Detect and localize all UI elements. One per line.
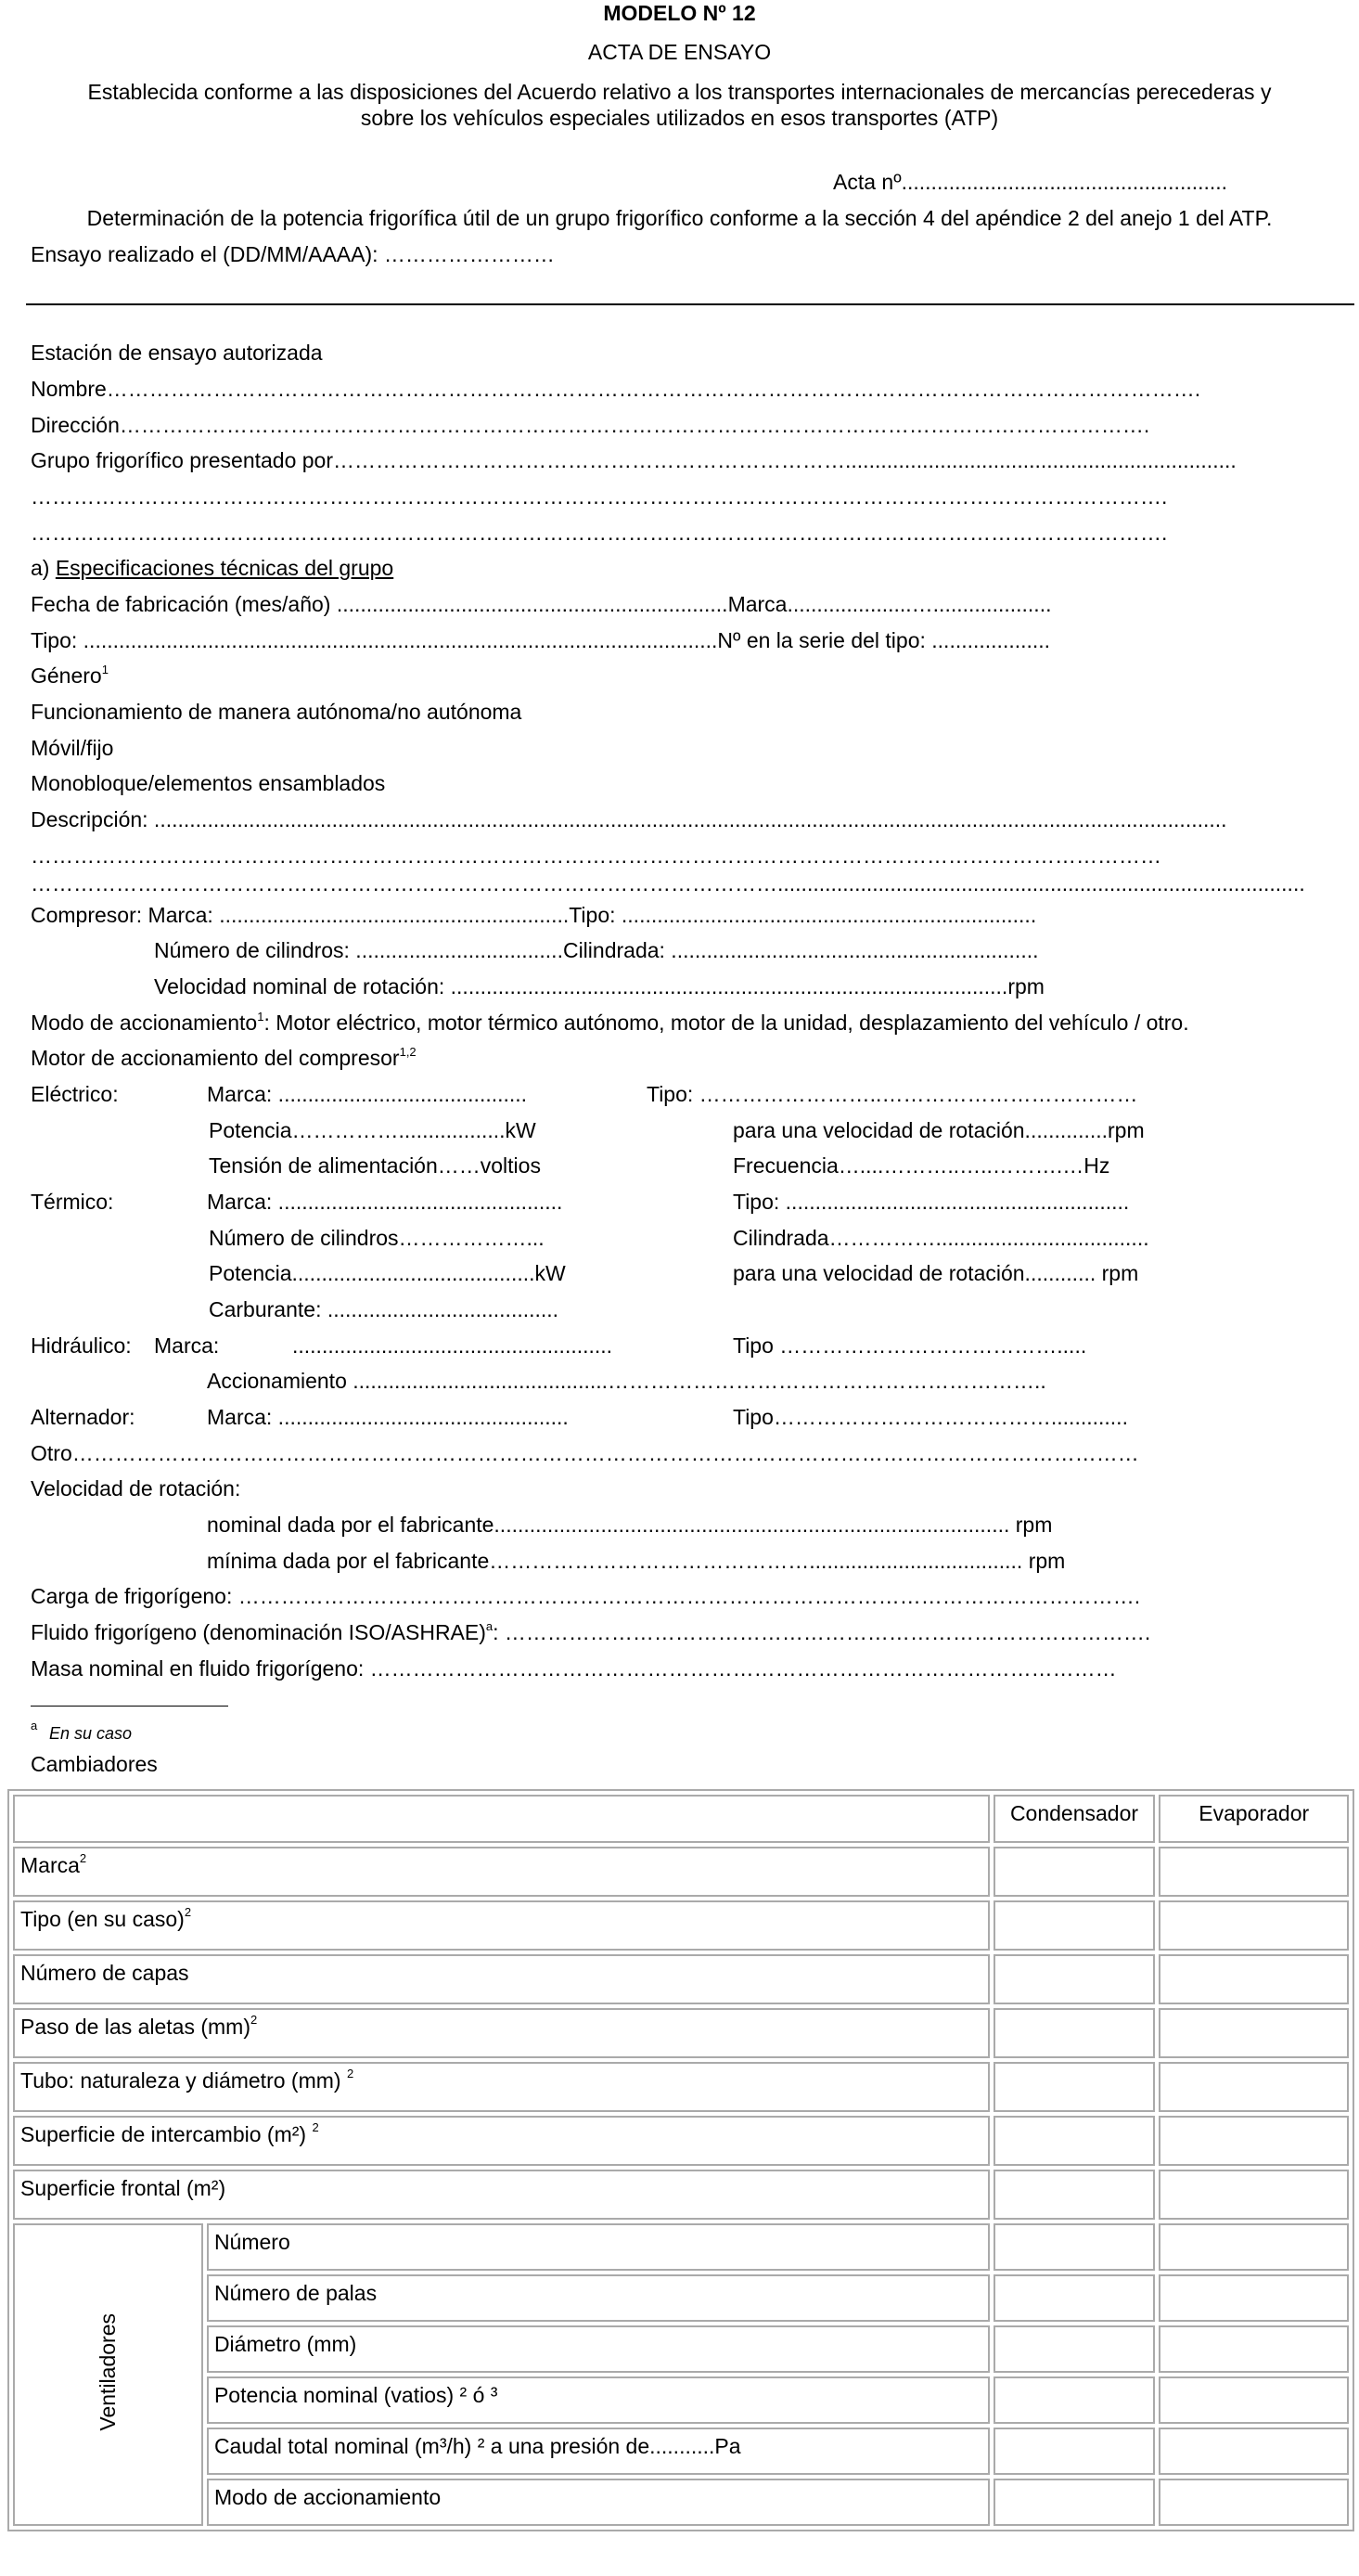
termico-rotacion-field[interactable]: para una velocidad de rotación............ rpm — [733, 1261, 1139, 1285]
evaporador-cell[interactable] — [1159, 2325, 1349, 2373]
evaporador-cell[interactable] — [1159, 2170, 1349, 2220]
header-blank-cell — [13, 1795, 990, 1843]
termico-label: Térmico: — [31, 1190, 114, 1214]
document-subtitle: ACTA DE ENSAYO — [587, 40, 772, 64]
row-label-text: Superficie frontal (m²) — [20, 2176, 226, 2200]
compresor-field[interactable]: Compresor: Marca: ...........................................................Tipo: ...................................................................... — [31, 903, 1037, 927]
row-label — [13, 2116, 990, 2166]
alternador-label: Alternador: — [31, 1405, 135, 1429]
intro-line-1: Establecida conforme a las disposiciones del Acuerdo relativo a los transportes internacionales de mercancías perecederas y — [87, 80, 1272, 104]
cambiadores-heading: Cambiadores — [31, 1752, 158, 1776]
table-row — [13, 2376, 1349, 2424]
termico-marca-field[interactable]: Marca: ................................................ — [207, 1190, 563, 1214]
table-row — [13, 2223, 1349, 2271]
specs-heading-prefix: a) — [31, 556, 56, 580]
vent-row-label: Número — [207, 2223, 990, 2271]
condensador-cell[interactable] — [994, 2376, 1156, 2424]
condensador-cell[interactable] — [994, 2008, 1156, 2058]
footnote-mark: a — [31, 1719, 38, 1732]
footnote-ref: a — [485, 1619, 494, 1633]
evaporador-cell[interactable] — [1159, 1954, 1349, 2004]
masa-nominal-field[interactable]: Masa nominal en fluido frigorígeno: …………………………………………………………………………………………… — [31, 1656, 1117, 1681]
table-row — [13, 2325, 1349, 2373]
footnote-ref: 1 — [101, 663, 109, 676]
table-row — [13, 1954, 1349, 2004]
funcionamiento-label: Funcionamiento de manera autónoma/no autónoma — [31, 700, 522, 724]
condensador-cell[interactable] — [994, 2274, 1156, 2322]
hidraulico-accionamiento-field[interactable]: Accionamiento ...........................................…………………………………………………….. — [207, 1369, 1046, 1393]
velocidad-minima-field[interactable]: mínima dada por el fabricante……………………………………….................................... rpm — [207, 1549, 1066, 1573]
hidraulico-tipo-field[interactable]: Tipo …………………………………..... — [733, 1333, 1087, 1358]
ventiladores-group-cell — [13, 2223, 203, 2526]
condensador-cell[interactable] — [994, 2325, 1156, 2373]
modo-accionamiento — [31, 1012, 1189, 1034]
footnote-text: En su caso — [49, 1724, 133, 1743]
station-direccion-field[interactable]: Dirección………………………………………………………………………………………………………………………………. — [31, 413, 1150, 437]
evaporador-cell[interactable] — [1159, 2062, 1349, 2112]
condensador-cell[interactable] — [994, 2223, 1156, 2271]
footnote — [31, 1721, 132, 1743]
fluido-dots[interactable]: : ………………………………………………………………………………. — [493, 1620, 1151, 1644]
grupo-dots-line-2[interactable]: ……………………………………………………………………………………………………………………………………………. — [31, 521, 1168, 545]
grupo-presentado-field[interactable]: Grupo frigorífico presentado por……………………………………………………………….................................................................. — [31, 448, 1237, 472]
footnote-ref: 2 — [312, 2120, 319, 2134]
termico-cilindrada-field[interactable]: Cilindrada…………….................................... — [733, 1226, 1149, 1250]
row-label — [13, 1900, 990, 1951]
descripcion-dots-1[interactable]: …………………………………………………………………………………………………………………………………………… — [31, 844, 1161, 868]
row-label-text: Superficie de intercambio (m²) — [20, 2122, 313, 2146]
row-label-text: Tipo (en su caso) — [20, 1907, 185, 1931]
motor-compresor-label — [31, 1045, 417, 1070]
row-label — [13, 2008, 990, 2058]
table-row — [13, 2062, 1349, 2112]
footnote-ref: 2 — [346, 2067, 354, 2080]
velocidad-field[interactable]: Velocidad nominal de rotación: ..............................................................................................rpm — [154, 974, 1045, 998]
tipo-serie-field[interactable]: Tipo: ...........................................................................................................Nº en la serie del tipo: .................... — [31, 628, 1051, 652]
table-row — [13, 2479, 1349, 2526]
cambiadores-table — [7, 1789, 1354, 2531]
ventiladores-label: Ventiladores — [95, 2313, 120, 2431]
evaporador-cell[interactable] — [1159, 2008, 1349, 2058]
carga-frigorigeno-field[interactable]: Carga de frigorígeno: ………………………………………………………………………………………………………………. — [31, 1584, 1141, 1608]
electrico-frecuencia-field[interactable]: Frecuencia…....………..…..……….…Hz — [733, 1153, 1110, 1178]
evaporador-cell[interactable] — [1159, 2479, 1349, 2526]
vent-row-label: Diámetro (mm) — [207, 2325, 990, 2373]
electrico-marca-field[interactable]: Marca: .......................................... — [207, 1082, 528, 1106]
footnote-ref: 2 — [79, 1851, 87, 1865]
condensador-cell[interactable] — [994, 1900, 1156, 1951]
alternador-marca-field[interactable]: Marca: ................................................. — [207, 1405, 569, 1429]
row-label — [13, 1954, 990, 2004]
condensador-cell[interactable] — [994, 1954, 1156, 2004]
table-row — [13, 1847, 1349, 1897]
evaporador-cell[interactable] — [1159, 2223, 1349, 2271]
movil-fijo-label: Móvil/fijo — [31, 736, 114, 760]
alternador-tipo-field[interactable]: Tipo…………………………………............. — [733, 1405, 1128, 1429]
cilindros-field[interactable]: Número de cilindros: ...................................Cilindrada: .............................................................. — [154, 938, 1039, 962]
condensador-cell[interactable] — [994, 2062, 1156, 2112]
termico-carburante-field[interactable]: Carburante: ....................................... — [209, 1297, 559, 1321]
divider — [26, 303, 1354, 305]
row-label — [13, 2062, 990, 2112]
hidraulico-marca-field[interactable]: ...................................................... — [292, 1333, 613, 1358]
termico-potencia-field[interactable]: Potencia.........................................kW — [209, 1261, 566, 1285]
evaporador-cell[interactable] — [1159, 2274, 1349, 2322]
table-row — [13, 2428, 1349, 2475]
fecha-marca-field[interactable]: Fecha de fabricación (mes/año) ..................................................................Marca.....................….................... — [31, 592, 1052, 616]
evaporador-cell[interactable] — [1159, 2116, 1349, 2166]
genero-text: Género — [31, 663, 102, 688]
col-evaporador: Evaporador — [1159, 1795, 1349, 1843]
hidraulico-marca-label: Marca: — [154, 1333, 220, 1358]
descripcion-field[interactable]: Descripción: ..................................................................................................................................................................................... — [31, 807, 1227, 831]
table-row — [13, 2170, 1349, 2220]
vent-row-label: Potencia nominal (vatios) ² ó ³ — [207, 2376, 990, 2424]
modo-options: : Motor eléctrico, motor térmico autónomo, motor de la unidad, desplazamiento del vehículo / otro. — [263, 1011, 1189, 1035]
acta-number-field[interactable]: Acta nº....................................................... — [833, 170, 1228, 194]
electrico-label: Eléctrico: — [31, 1082, 119, 1106]
test-date-field[interactable]: Ensayo realizado el (DD/MM/AAAA): …………………… — [31, 242, 555, 266]
table-row — [13, 1900, 1349, 1951]
station-heading: Estación de ensayo autorizada — [31, 341, 323, 365]
vent-row-label: Caudal total nominal (m³/h) ² a una presión de...........Pa — [207, 2428, 990, 2475]
footnote-ref: 1 — [257, 1010, 264, 1024]
intro-line-2: sobre los vehículos especiales utilizados en esos transportes (ATP) — [360, 106, 999, 130]
determination-text: Determinación de la potencia frigorífica útil de un grupo frigorífico conforme a la sección 4 del apéndice 2 del anejo 1 del ATP. — [86, 206, 1273, 230]
motor-compresor-text: Motor de accionamiento del compresor — [31, 1046, 400, 1070]
footnote-ref: 2 — [250, 2013, 258, 2027]
electrico-tension-field[interactable]: Tensión de alimentación……voltios — [209, 1153, 541, 1178]
row-label — [13, 1847, 990, 1897]
footnote-ref: 1,2 — [399, 1045, 417, 1059]
specs-heading — [31, 558, 393, 579]
col-condensador: Condensador — [994, 1795, 1156, 1843]
electrico-potencia-field[interactable]: Potencia……………..................kW — [209, 1118, 536, 1142]
table-row — [13, 2008, 1349, 2058]
evaporador-cell[interactable] — [1159, 2428, 1349, 2475]
row-label-text: Tubo: naturaleza y diámetro (mm) — [20, 2068, 347, 2093]
table-row — [13, 2116, 1349, 2166]
page-title: MODELO Nº 12 — [603, 1, 756, 25]
modo-text: Modo de accionamiento — [31, 1011, 258, 1035]
termico-cilindros-field[interactable]: Número de cilindros………………... — [209, 1226, 545, 1250]
row-label-text: Número de capas — [20, 1961, 189, 1985]
evaporador-cell[interactable] — [1159, 1900, 1349, 1951]
evaporador-cell[interactable] — [1159, 2376, 1349, 2424]
monobloque-label: Monobloque/elementos ensamblados — [31, 771, 386, 795]
row-label — [13, 2170, 990, 2220]
footnote-ref: 2 — [184, 1905, 192, 1919]
row-label-text: Marca — [20, 1853, 80, 1877]
hidraulico-label: Hidráulico: — [31, 1333, 132, 1358]
vent-row-label: Modo de accionamiento — [207, 2479, 990, 2526]
descripcion-dots-2[interactable]: ……………………………………………………………………………………………......................................................................................... — [31, 871, 1305, 895]
footnote-rule — [31, 1706, 228, 1707]
row-label-text: Paso de las aletas (mm) — [20, 2015, 250, 2039]
table-row — [13, 2274, 1349, 2322]
grupo-dots-line-1[interactable]: ……………………………………………………………………………………………………………………………………………. — [31, 484, 1168, 509]
vent-row-label: Número de palas — [207, 2274, 990, 2322]
fluido-text: Fluido frigorígeno (denominación ISO/ASHRAE) — [31, 1620, 486, 1644]
station-nombre-field[interactable]: Nombre………………………………………………………………………………………………………………………………………. — [31, 377, 1201, 401]
electrico-tipo-field[interactable]: Tipo: ……………………..……………………………… — [647, 1082, 1138, 1106]
condensador-cell[interactable] — [994, 1847, 1156, 1897]
otro-field[interactable]: Otro…………………………………………………………………………………………………………………………………… — [31, 1441, 1139, 1465]
condensador-cell[interactable] — [994, 2479, 1156, 2526]
evaporador-cell[interactable] — [1159, 1847, 1349, 1897]
specs-heading-text: Especificaciones técnicas del grupo — [55, 556, 394, 580]
genero-label — [31, 665, 109, 687]
velocidad-rotacion-label: Velocidad de rotación: — [31, 1476, 241, 1501]
condensador-cell[interactable] — [994, 2116, 1156, 2166]
fluido-frigorigeno-field[interactable] — [31, 1619, 1151, 1644]
table-header-row — [13, 1795, 1349, 1843]
termico-tipo-field[interactable]: Tipo: .......................................................... — [733, 1190, 1130, 1214]
condensador-cell[interactable] — [994, 2170, 1156, 2220]
condensador-cell[interactable] — [994, 2428, 1156, 2475]
electrico-rotacion-field[interactable]: para una velocidad de rotación..............rpm — [733, 1118, 1145, 1142]
velocidad-nominal-field[interactable]: nominal dada por el fabricante....................................................................................... rpm — [207, 1513, 1053, 1537]
